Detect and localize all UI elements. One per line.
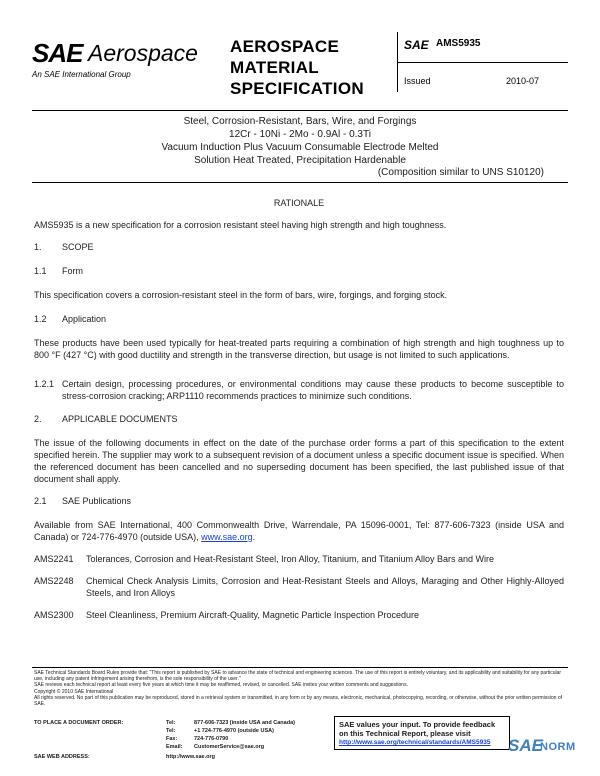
section-2-text: The issue of the following documents in effect on the date of the purchase order forms a part of this specification to the extent specified herein. The supplier may work to a subsequent revision of a document unless a specific document issue is specified. When the referenced document has been cancelled and no superseding document has been specified, the last published issue of that document shall apply. [34,438,564,484]
section-1-1-title: Form [62,266,83,276]
feedback-link[interactable]: http://www.sae.org/technical/standards/AMS5935 [339,739,491,746]
email-value[interactable]: CustomerService@sae.org [194,744,265,750]
section-1-2-text: These products have been used typically for heat-treated parts requiring a combination of high strength and high toughness up to 800 °F (427 °C) with good ductility and strength in the transverse direction, but usage is not limited to such applications. [34,338,564,360]
sae-norm-logo [508,736,596,764]
section-1-2-heading [34,313,106,325]
feedback-box [334,716,510,750]
footer-rights: All rights reserved. No part of this publication may be reproduced, stored in a retrieval system or transmitted, in any form or by any means, electronic, mechanical, photocopying, recording, or otherwise, without the prior written permission of SAE. [34,694,563,708]
rationale-heading: RATIONALE [273,198,325,208]
section-1-1-heading [34,265,83,277]
doc-ref-item [34,553,564,567]
norm-logo-text: NORM [540,741,576,753]
email-label: Email: [166,744,183,750]
spec-type-line-2: MATERIAL [230,58,319,77]
spec-type-line-3: SPECIFICATION [230,79,364,98]
section-1-2-title: Application [62,314,107,324]
fax-value: 724-776-0790 [194,736,229,742]
doc-id-divider [398,62,568,63]
footer-copyright: Copyright © 2010 SAE International [34,688,114,695]
doc-id-box [397,32,568,92]
document-header [32,30,568,108]
footer-rule [32,667,568,668]
issued-label: Issued [404,76,431,86]
doc-ref-id: AMS2248 [34,576,74,586]
header-rule [32,110,568,111]
composition-note: (Composition similar to UNS S10120) [377,167,544,178]
sae-logo-subtitle: An SAE International Group [32,70,131,79]
section-1-2-1-text: Certain design, processing procedures, or environmental conditions may cause these products to become susceptible to stress-corrosion cracking; ARP1110 recommends practices to minimize such conditions. [62,379,564,401]
doc-ref-id: AMS2241 [34,554,74,564]
spec-type-title [230,36,390,99]
section-1-number: 1. [34,242,42,252]
tel-label: Tel: [166,720,176,726]
order-label: TO PLACE A DOCUMENT ORDER: [34,720,124,726]
section-1-1-text: This specification covers a corrosion-resistant steel in the form of bars, wire, forgings, and forging stock. [34,290,448,300]
title-rule [32,182,568,183]
doc-ref-item [34,575,564,601]
title-line-4: Solution Heat Treated, Precipitation Hardenable [194,155,406,166]
issued-date: 2010-07 [506,76,540,86]
doc-ref-title: Tolerances, Corrosion and Heat-Resistant Steel, Iron Alloy, Titanium, and Titanium Alloy Bars and Wire [86,554,495,564]
section-2-title: APPLICABLE DOCUMENTS [62,414,178,424]
document-title [32,115,568,167]
web-label: SAE WEB ADDRESS: [34,754,90,760]
sae-logo-aerospace: Aerospace [88,40,198,66]
section-1-2-number: 1.2 [34,314,47,324]
doc-id-sae-mark: SAE [404,38,429,52]
sae-website-link[interactable]: www.sae.org [201,532,253,542]
doc-number: AMS5935 [436,38,481,49]
section-1-2-1-number: 1.2.1 [34,379,55,389]
section-2-1-text [34,519,564,543]
doc-ref-title: Chemical Check Analysis Limits, Corrosion and Heat-Resistant Steels and Alloys, Maraging and Other Highly-Alloyed Steels, and Iron Alloys [86,576,564,598]
title-line-1: Steel, Corrosion-Resistant, Bars, Wire, and Forgings [183,116,417,127]
rationale-text: AMS5935 is a new specification for a corrosion resistant steel having high strength and high toughness. [34,220,447,230]
norm-logo-sae: SAE [508,736,543,755]
section-2-1-body: Available from SAE International, 400 Commonwealth Drive, Warrendale, PA 15096-0001, Tel: 877-606-7323 (inside USA and Canada) or 724-776-4970 (outside USA), [34,520,564,542]
title-line-3: Vacuum Induction Plus Vacuum Consumable Electrode Melted [161,142,439,153]
web-value[interactable]: http://www.sae.org [166,754,215,760]
section-1-2-1 [34,378,564,402]
spec-type-line-1: AEROSPACE [230,37,340,56]
doc-ref-item [34,609,564,623]
feedback-line-1: SAE values your input. To provide feedback [339,720,496,729]
section-2-1-title: SAE Publications [62,496,132,506]
section-2-1-number: 2.1 [34,496,47,506]
title-line-2: 12Cr - 10Ni - 2Mo - 0.9Al - 0.3Ti [229,129,371,140]
section-2-1-heading [34,495,131,507]
tel2-value: +1 724-776-4970 (outside USA) [194,728,274,734]
doc-ref-title: Steel Cleanliness, Premium Aircraft-Quality, Magnetic Particle Inspection Procedure [86,610,419,620]
feedback-line-2: on this Technical Report, please visit [339,729,471,738]
section-2-number: 2. [34,414,42,424]
section-1-heading [34,241,94,253]
footer-notice-1: SAE Technical Standards Board Rules provide that: "This report is published by SAE to advance the state of technical and engineering sciences. The use of this report is entirely voluntary, and its applicability and suitability for any particular use, including any patent infringement arising therefrom, is the sole responsibility of the user." [34,670,562,683]
fax-label: Fax: [166,736,178,742]
tel-value: 877-606-7323 (inside USA and Canada) [194,720,295,726]
section-1-title: SCOPE [62,242,94,252]
section-2-heading [34,413,178,425]
order-contact-block [34,720,334,766]
sae-logo-mark: SAE [32,38,83,68]
section-2-1-end: . [252,532,256,542]
footer-notice-2: SAE reviews each technical report at least every five years at which time it may be reaffirmed, revised, or cancelled. SAE invites your written comments and suggestions. [34,682,408,689]
section-1-1-number: 1.1 [34,266,47,276]
footer-notices [34,670,564,707]
doc-ref-id: AMS2300 [34,610,74,620]
tel2-label: Tel: [166,728,176,734]
